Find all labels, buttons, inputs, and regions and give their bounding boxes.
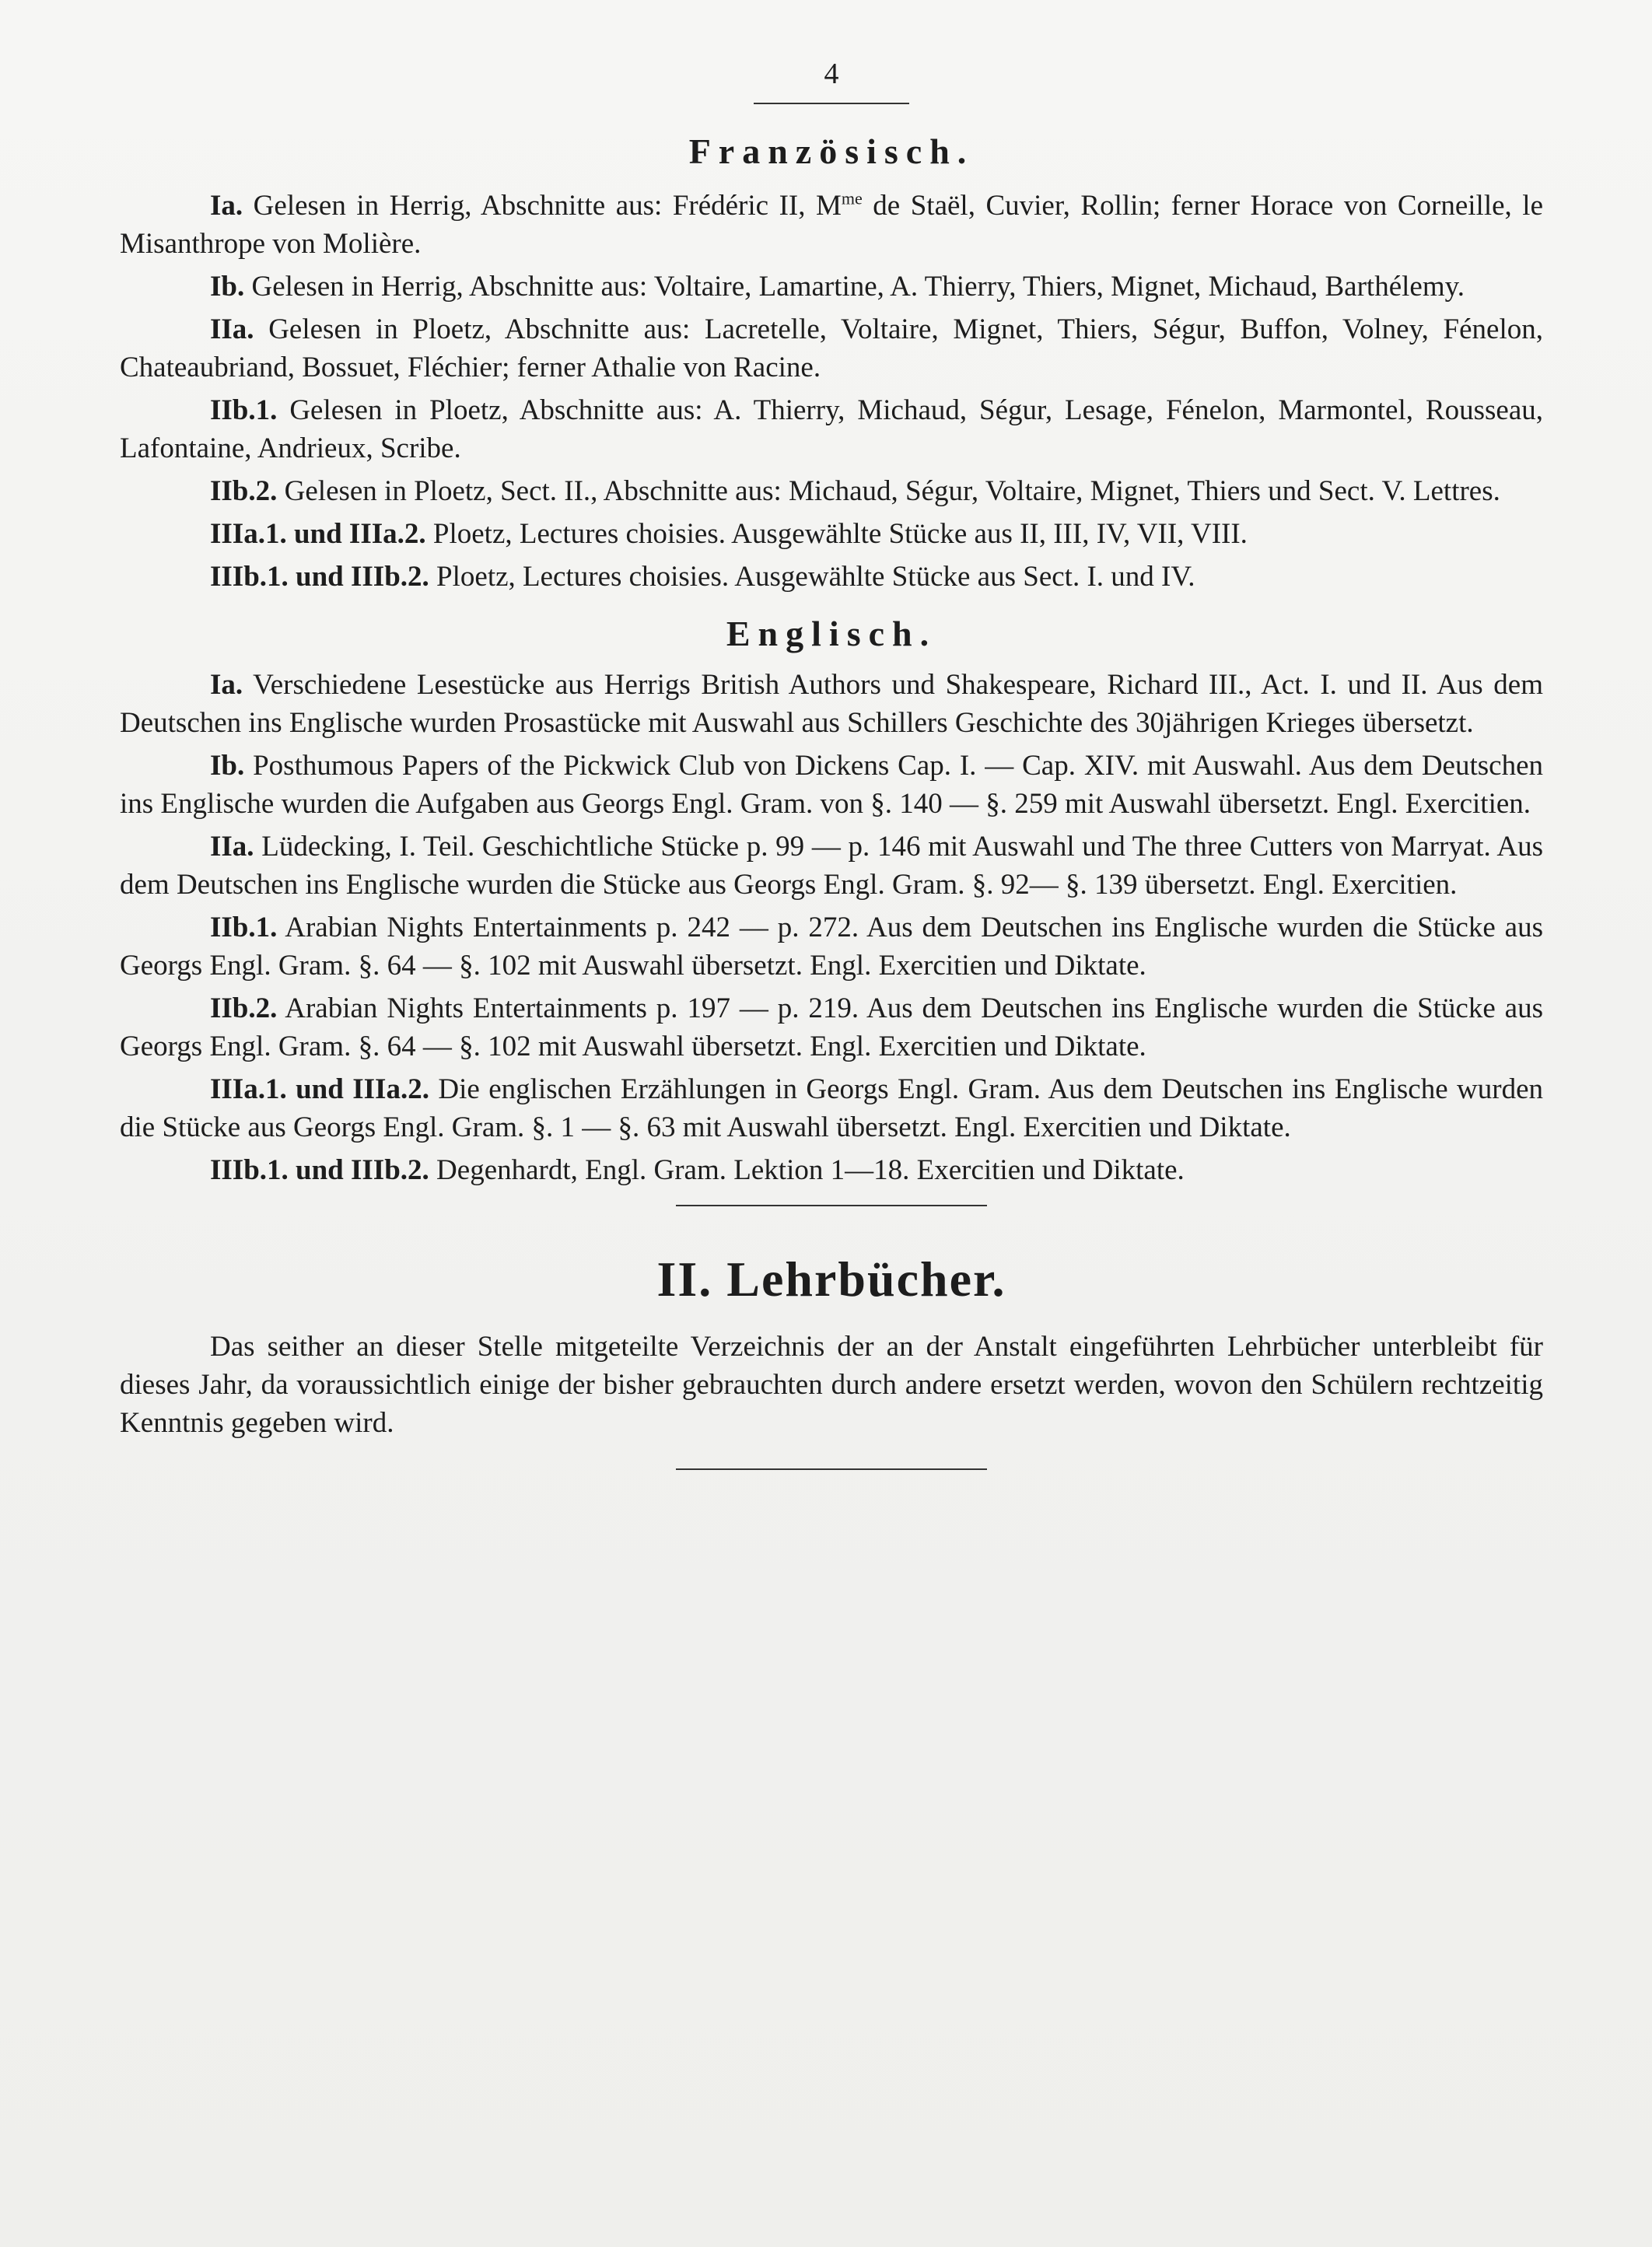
section-paragraph: Das seither an dieser Stelle mitgeteilte Verzeichnis der an der Anstalt eingeführten Lehrbücher unterbleibt für dieses Jahr, da voraussichtlich einige der bisher gebrauchten durch andere ersetzt werden, wovon den Schülern rechtzeitig Kenntnis gegeben wird.: [120, 1331, 1543, 1439]
entry-text: Gelesen in Ploetz, Sect. II., Abschnitte aus: Michaud, Ségur, Voltaire, Mignet, Thiers und Sect. V. Lettres.: [284, 475, 1500, 507]
footer-rule: [676, 1468, 987, 1470]
entry-text: Gelesen in Herrig, Abschnitte aus: Frédéric II, M: [253, 190, 842, 222]
entry-text: Die englischen Erzählungen in Georgs Engl. Gram. Aus dem Deutschen ins Englische wurden die Stücke aus Georgs Engl. Gram. §. 1 — §. 63 mit Auswahl übersetzt. Engl. Exercitien und Diktate.: [120, 1073, 1543, 1143]
entry-label: Ia.: [210, 669, 243, 701]
page-content: [120, 56, 1543, 1470]
french-entry-iiib: [120, 558, 1543, 596]
entry-label: Ib.: [210, 750, 245, 782]
entry-text: Arabian Nights Entertainments p. 242 — p. 272. Aus dem Deutschen ins Englische wurden die Stücke aus Georgs Engl. Gram. §. 64 — §. 102 mit Auswahl übersetzt. Engl. Exercitien und Diktate.: [120, 912, 1543, 982]
entry-text: Gelesen in Ploetz, Abschnitte aus: A. Thierry, Michaud, Ségur, Lesage, Fénelon, Marmontel, Rousseau, Lafontaine, Andrieux, Scribe.: [120, 394, 1543, 464]
entry-text: Arabian Nights Entertainments p. 197 — p. 219. Aus dem Deutschen ins Englische wurden die Stücke aus Georgs Engl. Gram. §. 64 — §. 102 mit Auswahl übersetzt. Engl. Exercitien und Diktate.: [120, 992, 1543, 1062]
page-number: 4: [824, 58, 839, 90]
entry-text: Ploetz, Lectures choisies. Ausgewählte Stücke aus II, III, IV, VII, VIII.: [432, 518, 1248, 550]
english-heading: Englisch.: [726, 614, 937, 653]
english-entry-iia: [120, 828, 1543, 904]
section-title: II. Lehrbücher.: [656, 1251, 1006, 1307]
french-entry-iib2: [120, 472, 1543, 510]
entry-text: Ploetz, Lectures choisies. Ausgewählte Stücke aus Sect. I. und IV.: [436, 561, 1195, 593]
entry-label: IIa.: [210, 313, 254, 345]
entry-text-continued: de Staël, Cuvier, Rollin; ferner Horace von Corneille, le Misanthrope von Molière.: [120, 190, 1543, 260]
entry-text: Lüdecking, I. Teil. Geschichtliche Stücke p. 99 — p. 146 mit Auswahl und The three Cutters von Marryat. Aus dem Deutschen ins Englische wurden die Stücke aus Georgs Engl. Gram. §. 92— §. 139 übersetzt. Engl. Exercitien.: [120, 831, 1543, 901]
entry-label: IIa.: [210, 831, 254, 863]
entry-label: IIIa.1. und IIIa.2.: [210, 518, 426, 550]
entry-text: Gelesen in Ploetz, Abschnitte aus: Lacretelle, Voltaire, Mignet, Thiers, Ségur, Buffon, Volney, Fénelon, Chateaubriand, Bossuet, Fléchier; ferner Athalie von Racine.: [120, 313, 1544, 383]
english-entry-iib2: [120, 989, 1543, 1066]
entry-label: IIb.1.: [210, 394, 278, 426]
entry-label: Ia.: [210, 190, 243, 222]
french-entry-ia: [120, 187, 1543, 263]
entry-label: IIb.1.: [210, 912, 278, 943]
entry-label: IIb.2.: [210, 475, 278, 507]
english-entry-iiib: [120, 1151, 1543, 1189]
entry-label: IIb.2.: [210, 992, 278, 1024]
header-rule: [754, 103, 909, 104]
entry-label: Ib.: [210, 271, 245, 303]
english-entry-ib: [120, 747, 1543, 823]
entry-label: IIIb.1. und IIIb.2.: [210, 561, 429, 593]
french-entry-iiia: [120, 515, 1543, 553]
french-heading: Französisch.: [688, 131, 975, 171]
french-entry-iia: [120, 310, 1543, 387]
french-entry-iib1: [120, 391, 1543, 467]
french-entry-ib: [120, 268, 1543, 306]
english-entry-iiia: [120, 1070, 1543, 1146]
entry-label: IIIb.1. und IIIb.2.: [210, 1154, 429, 1186]
entry-label: IIIa.1. und IIIa.2.: [210, 1073, 429, 1105]
english-entry-iib1: [120, 908, 1543, 985]
section-rule: [676, 1205, 987, 1206]
entry-text: Verschiedene Lesestücke aus Herrigs British Authors und Shakespeare, Richard III., Act. I. und II. Aus dem Deutschen ins Englische wurden Prosastücke mit Auswahl aus Schillers Geschichte des 30jährigen Krieges übersetzt.: [120, 669, 1543, 739]
entry-text: Gelesen in Herrig, Abschnitte aus: Voltaire, Lamartine, A. Thierry, Thiers, Mignet, Michaud, Barthélemy.: [251, 271, 1465, 303]
entry-text: Degenhardt, Engl. Gram. Lektion 1—18. Exercitien und Diktate.: [436, 1154, 1185, 1186]
entry-text: Posthumous Papers of the Pickwick Club von Dickens Cap. I. — Cap. XIV. mit Auswahl. Aus dem Deutschen ins Englische wurden die Aufgaben aus Georgs Engl. Gram. von §. 140 — §. 259 mit Auswahl übersetzt. Engl. Exercitien.: [120, 750, 1543, 820]
entry-superscript: me: [841, 188, 863, 208]
english-entry-ia: [120, 666, 1543, 742]
